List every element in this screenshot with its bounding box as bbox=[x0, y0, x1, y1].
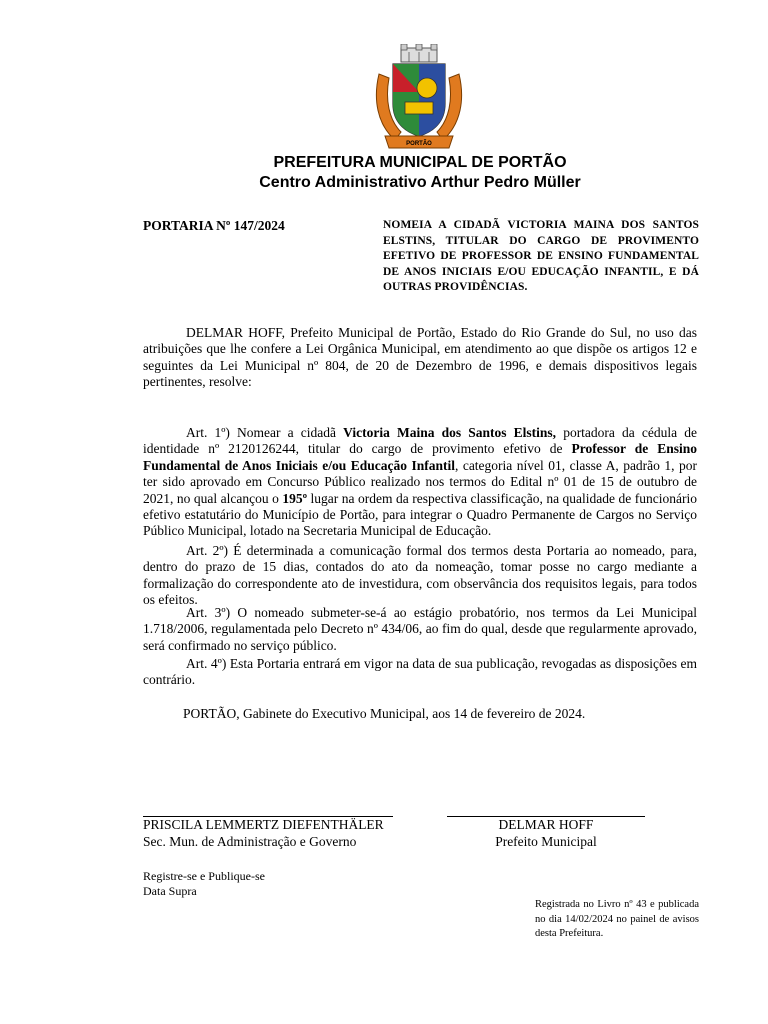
signatory-name: PRISCILA LEMMERTZ DIEFENTHÄLER bbox=[143, 817, 384, 832]
signature-right bbox=[447, 816, 645, 850]
registration-note: Registrada no Livro nº 43 e publicada no dia 14/02/2024 no painel de avisos desta Prefeitura. bbox=[535, 899, 699, 939]
signatory-role: Sec. Mun. de Administração e Governo bbox=[143, 833, 357, 849]
letterhead bbox=[0, 153, 768, 193]
registre-publique bbox=[143, 869, 265, 899]
article-4: Art. 4º) Esta Portaria entrará em vigor na data de sua publicação, revogadas as disposições em contrário. bbox=[143, 656, 697, 688]
crest-caption: PORTÃO bbox=[406, 141, 432, 147]
intro-paragraph: DELMAR HOFF, Prefeito Municipal de Portão, Estado do Rio Grande do Sul, no uso das atribuições que lhe confere a Lei Orgânica Municipal, em atendimento ao que dispõe os artigos 12 e seguintes da Lei Municipal nº 804, de 20 de Dezembro de 1996, e demais dispositivos legais pertinentes, resolve: bbox=[143, 325, 697, 390]
article-3: Art. 3º) O nomeado submeter-se-á ao estágio probatório, nos termos da Lei Municipal 1.718/2006, regulamentada pelo Decreto nº 434/06, ao fim do qual, desde que regularmente aprovado, será confirmado no serviço público. bbox=[143, 605, 697, 653]
classification-place: 195º bbox=[282, 490, 308, 506]
signature-left bbox=[143, 816, 393, 850]
signatory-name: DELMAR HOFF bbox=[498, 817, 594, 832]
portaria-ementa: NOMEIA A CIDADÃ VICTORIA MAINA DOS SANTOS ELSTINS, TITULAR DO CARGO DE PROVIMENTO EFETIVO DE PROFESSOR DE ENSINO FUNDAMENTAL DE ANOS INICIAIS E/OU EDUCAÇÃO INFANTIL, E DÁ OUTRAS PROVIDÊNCIAS. bbox=[383, 219, 699, 293]
cargo-name: Professor de Ensino Fundamental de Anos Iniciais e/ou Educação Infantil bbox=[143, 441, 697, 473]
article-1-text-d: lugar na ordem da respectiva classificação, na qualidade de funcionário efetivo estatutário do Município de Portão, para integrar o Quadro Permanente de Cargos no Serviço Público Municipal, lotado na Secretaria Municipal de Educação. bbox=[143, 490, 698, 539]
place-and-date: PORTÃO, Gabinete do Executivo Municipal, aos 14 de fevereiro de 2024. bbox=[183, 706, 586, 721]
nominee-name: Victoria Maina dos Santos Elstins, bbox=[343, 425, 557, 440]
portaria-number: PORTARIA Nº 147/2024 bbox=[143, 218, 285, 233]
article-1-text-b: portadora da cédula de identidade nº 2120126244, titular do cargo de provimento efetivo de bbox=[143, 425, 698, 457]
article-1-text-a: Art. 1º) Nomear a cidadã bbox=[186, 425, 344, 440]
article-2: Art. 2º) É determinada a comunicação formal dos termos desta Portaria ao nomeado, para, dentro do prazo de 15 dias, contados do ato da nomeação, tomar posse no cargo mediante a formalização do correspondente ato de investidura, com observância dos requisitos legais, para todos os efeitos. bbox=[143, 543, 697, 608]
signatory-role: Prefeito Municipal bbox=[495, 833, 597, 849]
municipal-crest-icon bbox=[371, 44, 467, 154]
data-supra-line: Data Supra bbox=[143, 884, 197, 898]
article-1 bbox=[143, 425, 697, 540]
prefeitura-title: PREFEITURA MUNICIPAL DE PORTÃO bbox=[273, 154, 567, 171]
centro-administrativo-subtitle: Centro Administrativo Arthur Pedro Müller bbox=[259, 174, 581, 191]
article-1-text-c: , categoria nível 01, classe A, padrão 1, por ter sido aprovado em Concurso Público realizado nos termos do Edital nº 01 de 15 de outubro de 2021, no qual alcançou o bbox=[143, 457, 698, 506]
registre-line: Registre-se e Publique-se bbox=[143, 869, 265, 883]
